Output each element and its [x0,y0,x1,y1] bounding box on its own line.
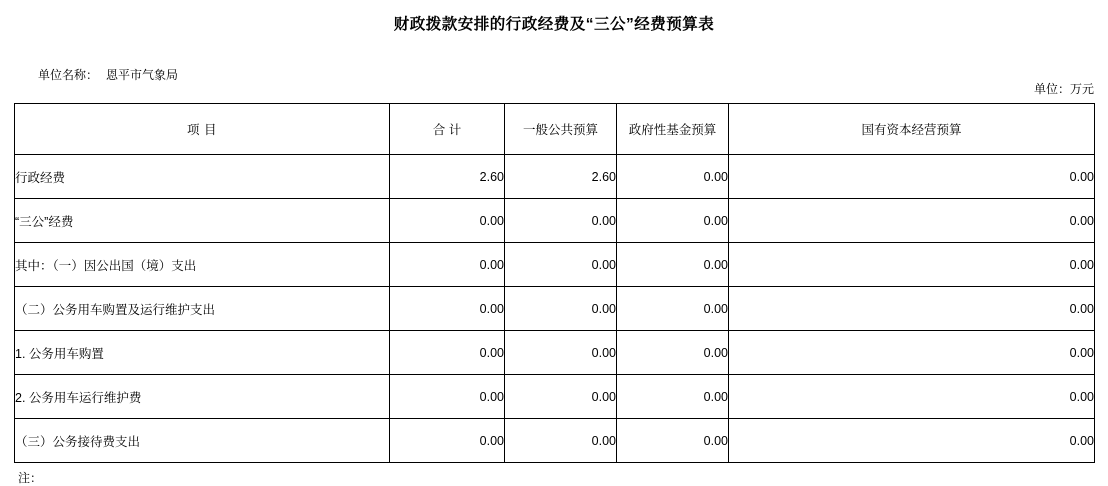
row-total: 0.00 [390,199,505,243]
row-government-fund: 0.00 [617,419,729,463]
unit-name [18,52,178,97]
row-general-public: 0.00 [505,287,617,331]
row-state-capital: 0.00 [729,287,1095,331]
row-state-capital: 0.00 [729,331,1095,375]
column-header-item [15,104,390,155]
row-item-label: 1. 公务用车购置 [15,331,390,375]
row-general-public: 0.00 [505,331,617,375]
column-header-total: 合 计 [390,104,505,155]
column-header-general-public: 一般公共预算 [505,104,617,155]
unit-name-value: 恩平市气象局 [106,68,179,82]
row-state-capital: 0.00 [729,155,1095,199]
row-state-capital: 0.00 [729,243,1095,287]
table-row [15,199,1095,243]
row-total: 2.60 [390,155,505,199]
unit-measure: 单位：万元 [1033,82,1094,96]
row-government-fund: 0.00 [617,331,729,375]
table-row [15,155,1095,199]
budget-table [14,103,1095,463]
row-government-fund: 0.00 [617,375,729,419]
table-row [15,243,1095,287]
row-general-public: 0.00 [505,243,617,287]
table-body [15,155,1095,463]
footnote: 注： [18,471,43,485]
row-total: 0.00 [390,419,505,463]
row-total: 0.00 [390,287,505,331]
row-state-capital: 0.00 [729,375,1095,419]
row-item-label: 其中：（一）因公出国（境）支出 [15,243,390,287]
row-government-fund: 0.00 [617,287,729,331]
row-general-public: 0.00 [505,375,617,419]
table-row [15,375,1095,419]
table-row [15,331,1095,375]
row-item-label: “三公”经费 [15,199,390,243]
row-general-public: 2.60 [505,155,617,199]
row-government-fund: 0.00 [617,155,729,199]
row-total: 0.00 [390,375,505,419]
row-general-public: 0.00 [505,419,617,463]
table-row [15,419,1095,463]
document-meta [0,36,1108,103]
row-item-label: （三）公务接待费支出 [15,419,390,463]
column-header-state-capital: 国有资本经营预算 [729,104,1095,155]
column-header-government-fund: 政府性基金预算 [617,104,729,155]
row-item-label: 行政经费 [15,155,390,199]
table-header-row [15,104,1095,155]
row-government-fund: 0.00 [617,243,729,287]
page-title: 财政拨款安排的行政经费及“三公”经费预算表 [393,16,715,33]
unit-name-label: 单位名称： [38,68,99,82]
row-government-fund: 0.00 [617,199,729,243]
row-general-public: 0.00 [505,199,617,243]
row-item-label: （二）公务用车购置及运行维护支出 [15,287,390,331]
table-row [15,287,1095,331]
row-item-label: 2. 公务用车运行维护费 [15,375,390,419]
row-state-capital: 0.00 [729,419,1095,463]
row-total: 0.00 [390,243,505,287]
column-header-item-text: 项 目 [187,123,217,137]
row-state-capital: 0.00 [729,199,1095,243]
row-total: 0.00 [390,331,505,375]
